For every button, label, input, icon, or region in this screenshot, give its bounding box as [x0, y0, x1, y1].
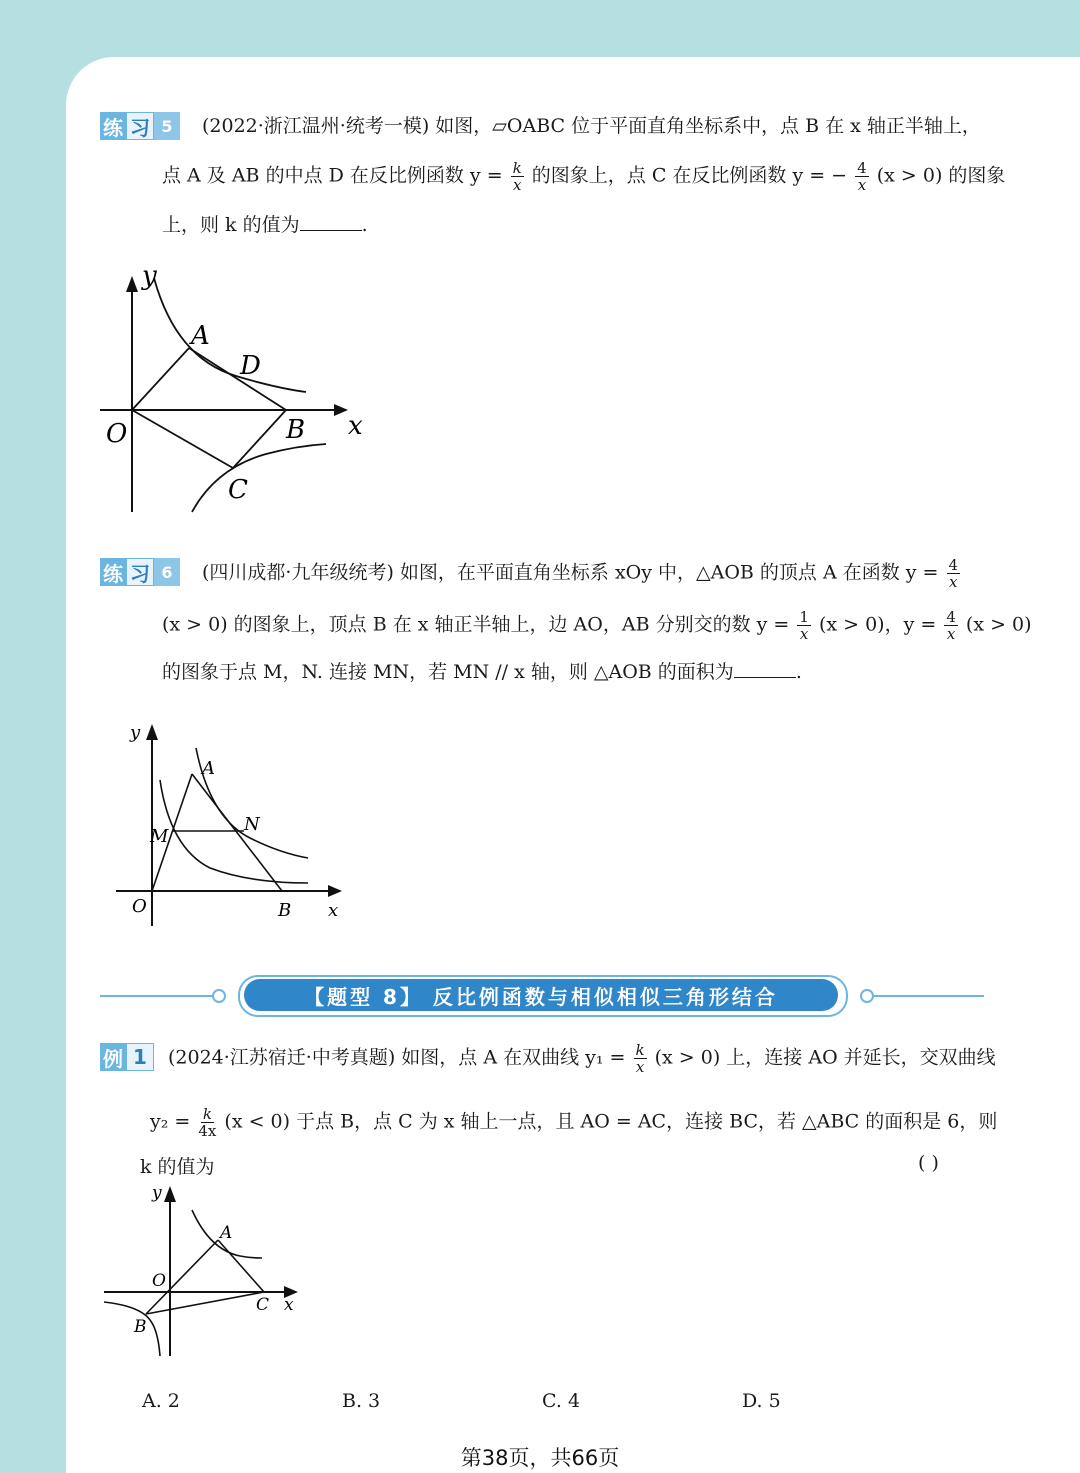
example1-frac2	[198, 1106, 216, 1139]
badge-number: 1	[126, 1043, 154, 1071]
label-m: M	[150, 826, 169, 847]
example1-line1-a: (2024·江苏宿迁·中考真题) 如图，点 A 在双曲线 y₁ =	[168, 1046, 626, 1069]
ex5-line2-c: (x > 0) 的图象	[876, 164, 1006, 187]
frac-den: x	[946, 625, 956, 643]
ex5-line1: (2022·浙江温州·统考一模) 如图，▱OABC 位于平面直角坐标系中，点 B 在 x 轴正半轴上，	[202, 115, 981, 137]
y-axis-arrow	[126, 276, 138, 292]
ex6-line2-a: (x > 0) 的图象上，顶点 B 在 x 轴正半轴上，边 AO，AB 分别交的数 y =	[162, 613, 790, 636]
badge-number: 6	[154, 558, 180, 586]
frac-den: x	[949, 573, 958, 591]
ex5-line3-end: .	[361, 214, 368, 236]
y-axis-arrow	[146, 724, 158, 740]
curve-y2	[104, 1302, 160, 1356]
label-d: D	[240, 351, 261, 381]
ex5-line2-b: 的图象上，点 C 在反比例函数 y = −	[531, 164, 848, 187]
ex6-line1-text: (四川成都·九年级统考) 如图，在平面直角坐标系 xOy 中，△AOB 的顶点 A 在函数 y =	[202, 561, 939, 584]
section-dot-right	[860, 989, 874, 1003]
exercise-5-badge	[100, 111, 180, 141]
label-y: y	[142, 261, 157, 291]
frac-num: k	[512, 159, 522, 177]
example1-frac1	[634, 1042, 647, 1075]
choice-b[interactable]: B. 3	[342, 1390, 381, 1412]
label-o: O	[152, 1271, 166, 1291]
section-header-type8	[100, 974, 984, 1018]
example-1-badge	[100, 1042, 154, 1072]
ex6-frac2	[797, 609, 811, 642]
ex6-frac3	[944, 609, 958, 642]
x-axis-arrow	[328, 885, 342, 897]
answer-blank[interactable]	[734, 657, 796, 678]
example1-line1	[168, 1042, 996, 1075]
example1-figure	[100, 1180, 310, 1360]
ex6-line2-c: (x > 0)	[965, 613, 1032, 636]
x-axis-arrow	[334, 404, 348, 416]
answer-parentheses[interactable]: ( )	[918, 1152, 939, 1174]
ex6-frac1	[947, 557, 961, 590]
badge-char-lian: 练	[100, 112, 126, 140]
ex5-line2	[162, 160, 1005, 193]
ex6-line3	[162, 657, 802, 687]
frac-num: k	[202, 1105, 212, 1123]
frac-den: x	[799, 625, 809, 643]
label-a: A	[202, 758, 215, 779]
label-b: B	[286, 415, 306, 445]
label-a: A	[220, 1223, 233, 1243]
frac-den: 4x	[198, 1122, 217, 1140]
frac-den: x	[512, 176, 522, 194]
badge-char-lian: 练	[100, 558, 126, 586]
edge-oa	[132, 348, 189, 410]
line-ac	[218, 1240, 264, 1292]
label-x: x	[328, 900, 339, 921]
label-o: O	[106, 419, 128, 449]
ex5-figure	[96, 258, 376, 518]
label-y: y	[152, 1183, 162, 1203]
example1-line2-a: y₂ =	[150, 1110, 191, 1133]
choice-c[interactable]: C. 4	[542, 1390, 581, 1412]
badge-char-xi: 习	[126, 558, 154, 586]
example1-line2	[150, 1106, 997, 1139]
section-title: 【题型 8】 反比例函数与相似相似三角形结合	[244, 979, 838, 1011]
label-n: N	[244, 814, 260, 835]
label-b: B	[278, 900, 292, 921]
ex5-frac2	[855, 160, 869, 193]
y-axis-arrow	[164, 1186, 176, 1202]
frac-num: 4	[946, 608, 956, 626]
edge-oc	[132, 410, 233, 468]
section-line-left	[100, 995, 214, 997]
choice-a[interactable]: A. 2	[142, 1390, 180, 1412]
section-line-right	[874, 995, 984, 997]
label-o: O	[132, 896, 147, 917]
frac-den: x	[635, 1058, 645, 1076]
ex6-figure	[110, 718, 350, 928]
edge-cb	[233, 410, 286, 468]
label-x: x	[348, 411, 363, 441]
label-y: y	[130, 722, 141, 743]
frac-num: 4	[948, 556, 959, 574]
ex6-line1	[202, 557, 962, 590]
badge-number: 5	[154, 112, 180, 140]
frac-num: 4	[857, 159, 867, 177]
frac-num: 1	[799, 608, 809, 626]
edge-ab	[189, 348, 286, 410]
ex5-line2-a: 点 A 及 AB 的中点 D 在反比例函数 y =	[162, 164, 503, 187]
curve-lower	[192, 444, 326, 512]
choice-d[interactable]: D. 5	[742, 1390, 781, 1412]
ex6-line3-text: 的图象于点 M，N. 连接 MN，若 MN // x 轴，则 △AOB 的面积为	[162, 661, 734, 683]
exercise-6-badge	[100, 557, 180, 587]
example1-line1-b: (x > 0) 上，连接 AO 并延长，交双曲线	[654, 1046, 996, 1069]
ex6-line2	[162, 609, 1032, 642]
section-dot-left	[212, 989, 226, 1003]
edge-ab	[192, 774, 282, 891]
badge-char-xi: 习	[126, 112, 154, 140]
label-c: C	[228, 475, 248, 505]
ex6-line2-b: (x > 0)，y =	[818, 613, 937, 636]
ex6-line3-end: .	[795, 661, 802, 683]
label-a: A	[191, 321, 210, 351]
label-c: C	[256, 1295, 270, 1315]
label-x: x	[284, 1295, 294, 1315]
example1-line2-b: (x < 0) 于点 B，点 C 为 x 轴上一点，且 AO = AC，连接 BC，若 △ABC 的面积是 6，则	[224, 1110, 998, 1133]
page-footer: 第38页，共66页	[460, 1446, 620, 1470]
frac-den: x	[857, 176, 867, 194]
ex5-frac1	[511, 160, 524, 193]
label-b: B	[134, 1317, 147, 1337]
answer-blank[interactable]	[300, 210, 362, 231]
frac-num: k	[635, 1041, 645, 1059]
ex5-line3-text: 上，则 k 的值为	[162, 214, 300, 236]
badge-char-li: 例	[100, 1043, 126, 1071]
example1-line3: k 的值为	[140, 1156, 215, 1178]
ex5-line3	[162, 210, 368, 240]
